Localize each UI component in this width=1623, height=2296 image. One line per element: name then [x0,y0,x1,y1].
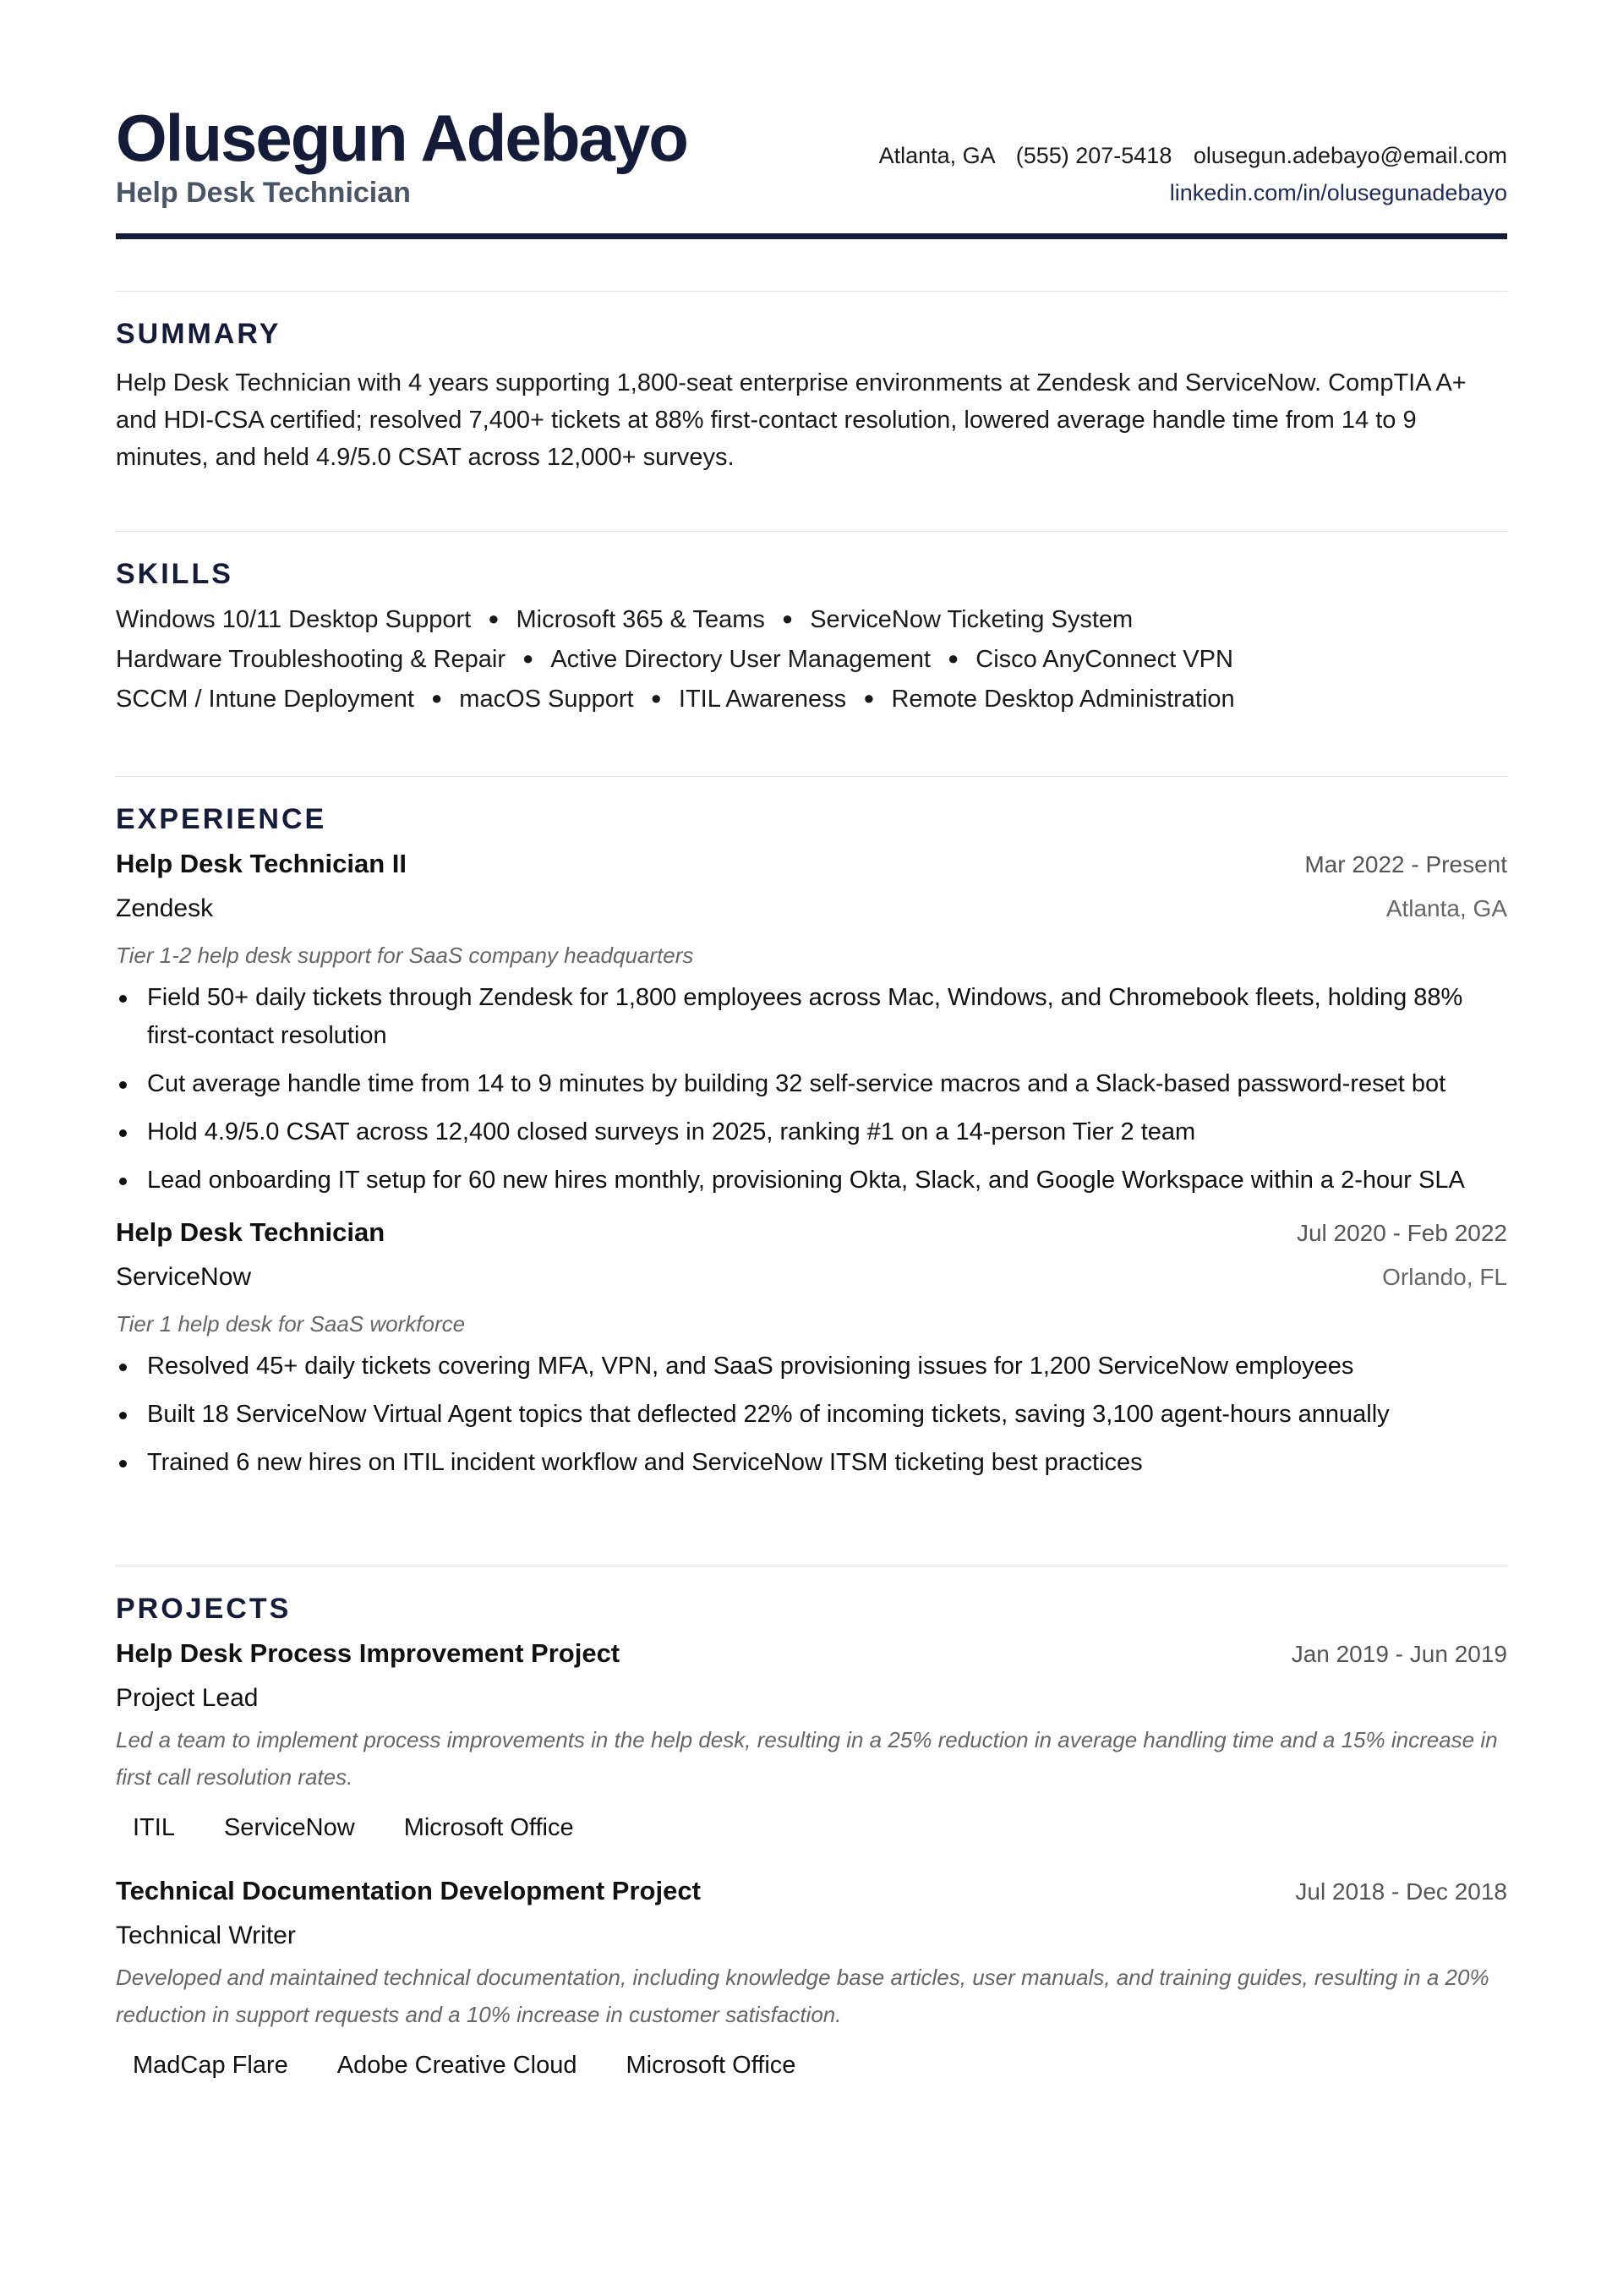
contact-block [879,100,1507,211]
job-bullet: Built 18 ServiceNow Virtual Agent topics that deflected 22% of incoming tickets, saving 3,100 agent-hours annually [116,1396,1507,1434]
project-description: Led a team to implement process improvements in the help desk, resulting in a 25% reduction in average handling time and a 15% increase in first call resolution rates. [116,1727,1498,1790]
contact-location: Atlanta, GA [878,143,995,168]
project-header-row [116,1870,1507,1913]
job-company-row [116,1255,1507,1300]
section-title-skills: SKILLS [116,558,233,590]
project-dates: Jul 2018 - Dec 2018 [1295,1878,1507,1905]
section-title-summary: SUMMARY [116,318,281,350]
skill-item: Remote Desktop Administration [891,686,1235,713]
job-description: Tier 1 help desk for SaaS workforce [116,1311,466,1337]
job-entry [116,1211,1507,1482]
bullet-dot: ● [781,608,794,629]
job-bullet: Lead onboarding IT setup for 60 new hires monthly, provisioning Okta, Slack, and Google Workspace within a 2-hour SLA [116,1162,1507,1200]
job-dates: Mar 2022 - Present [1304,851,1507,877]
skills-line [116,639,1507,679]
bullet-dot: ● [430,687,443,708]
project-tags [116,1804,1507,1851]
skill-item: Windows 10/11 Desktop Support [116,606,472,633]
job-bullets [116,979,1507,1200]
contact-linkedin[interactable]: linkedin.com/in/olusegunadebayo [1169,180,1507,205]
project-tag: Adobe Creative Cloud [336,2052,577,2079]
project-entry [116,1870,1507,2089]
job-header-row [116,1211,1507,1255]
job-bullets [116,1348,1507,1482]
skill-item: SCCM / Intune Deployment [116,686,414,713]
name-block [116,100,687,210]
job-role: Help Desk Technician [116,1217,385,1247]
skill-item: macOS Support [459,686,634,713]
job-header-row [116,843,1507,886]
bullet-dot: ● [863,687,875,708]
skill-item: Hardware Troubleshooting & Repair [116,646,506,673]
bullet-dot: ● [650,687,662,708]
project-tag: Microsoft Office [403,1814,574,1841]
skills-line [116,679,1507,719]
skill-item: ServiceNow Ticketing System [810,606,1134,633]
section-title-projects: PROJECTS [116,1593,292,1625]
skills-section [116,531,1507,719]
section-divider [116,291,1507,292]
project-tag: MadCap Flare [133,2052,288,2079]
candidate-name: Olusegun Adebayo [116,101,687,175]
job-company: ServiceNow [116,1263,252,1291]
project-description: Developed and maintained technical documentation, including knowledge base articles, user manuals, and training guides, resulting in a 20% reduction in support requests and a 10% increase in customer satisfaction. [116,1965,1489,2027]
skill-item: Microsoft 365 & Teams [516,606,765,633]
job-company: Zendesk [116,894,214,922]
bullet-dot: ● [488,608,500,629]
section-title-experience: EXPERIENCE [116,803,327,835]
bullet-dot: ● [522,648,534,669]
job-bullet: Cut average handle time from 14 to 9 minutes by building 32 self-service macros and a Slack-based password-reset bot [116,1065,1507,1103]
project-dates: Jan 2019 - Jun 2019 [1291,1641,1507,1667]
skills-line [116,599,1507,639]
project-tag: ITIL [133,1814,175,1841]
job-dates: Jul 2020 - Feb 2022 [1296,1220,1507,1246]
contact-email[interactable]: olusegun.adebayo@email.com [1193,143,1507,168]
job-company-row [116,886,1507,932]
job-location: Atlanta, GA [1385,895,1507,921]
contact-phone[interactable]: (555) 207-5418 [1015,143,1172,168]
project-role: Project Lead [116,1684,259,1712]
skills-list [116,599,1507,719]
job-location: Orlando, FL [1382,1264,1507,1290]
skill-item: Active Directory User Management [550,646,931,673]
job-bullet: Hold 4.9/5.0 CSAT across 12,400 closed surveys in 2025, ranking #1 on a 14-person Tier 2 team [116,1113,1507,1151]
project-name: Help Desk Process Improvement Project [116,1638,620,1668]
header-rule [116,233,1507,239]
job-bullet: Field 50+ daily tickets through Zendesk for 1,800 employees across Mac, Windows, and Chromebook fleets, holding 88% first-contact resolution [116,979,1507,1055]
project-tags [116,2042,1507,2089]
job-bullet: Resolved 45+ daily tickets covering MFA, VPN, and SaaS provisioning issues for 1,200 ServiceNow employees [116,1348,1507,1386]
project-name: Technical Documentation Development Project [116,1876,701,1905]
projects-section [116,1566,1507,2089]
bullet-dot: ● [947,648,959,669]
summary-text: Help Desk Technician with 4 years supporting 1,800-seat enterprise environments at Zendesk and ServiceNow. CompTIA A+ and HDI-CSA certified; resolved 7,400+ tickets at 88% first-contact resolution, lowered average handle time from 14 to 9 minutes, and held 4.9/5.0 CSAT across 12,000+ surveys. [116,369,1467,471]
project-tag: Microsoft Office [626,2052,796,2079]
contact-line [879,137,1507,174]
resume-header [116,100,1507,227]
job-bullet: Trained 6 new hires on ITIL incident workflow and ServiceNow ITSM ticketing best practices [116,1444,1507,1482]
job-entry [116,843,1507,1200]
job-role: Help Desk Technician II [116,849,407,878]
skill-item: Cisco AnyConnect VPN [975,646,1233,673]
section-divider [116,531,1507,532]
project-role: Technical Writer [116,1922,296,1949]
project-tag: ServiceNow [223,1814,355,1841]
section-divider [116,776,1507,777]
candidate-title: Help Desk Technician [116,177,411,209]
summary-section [116,291,1507,476]
experience-section [116,776,1507,1492]
skill-item: ITIL Awareness [678,686,847,713]
job-description: Tier 1-2 help desk support for SaaS company headquarters [116,943,694,968]
project-entry [116,1632,1507,1851]
project-header-row [116,1632,1507,1676]
